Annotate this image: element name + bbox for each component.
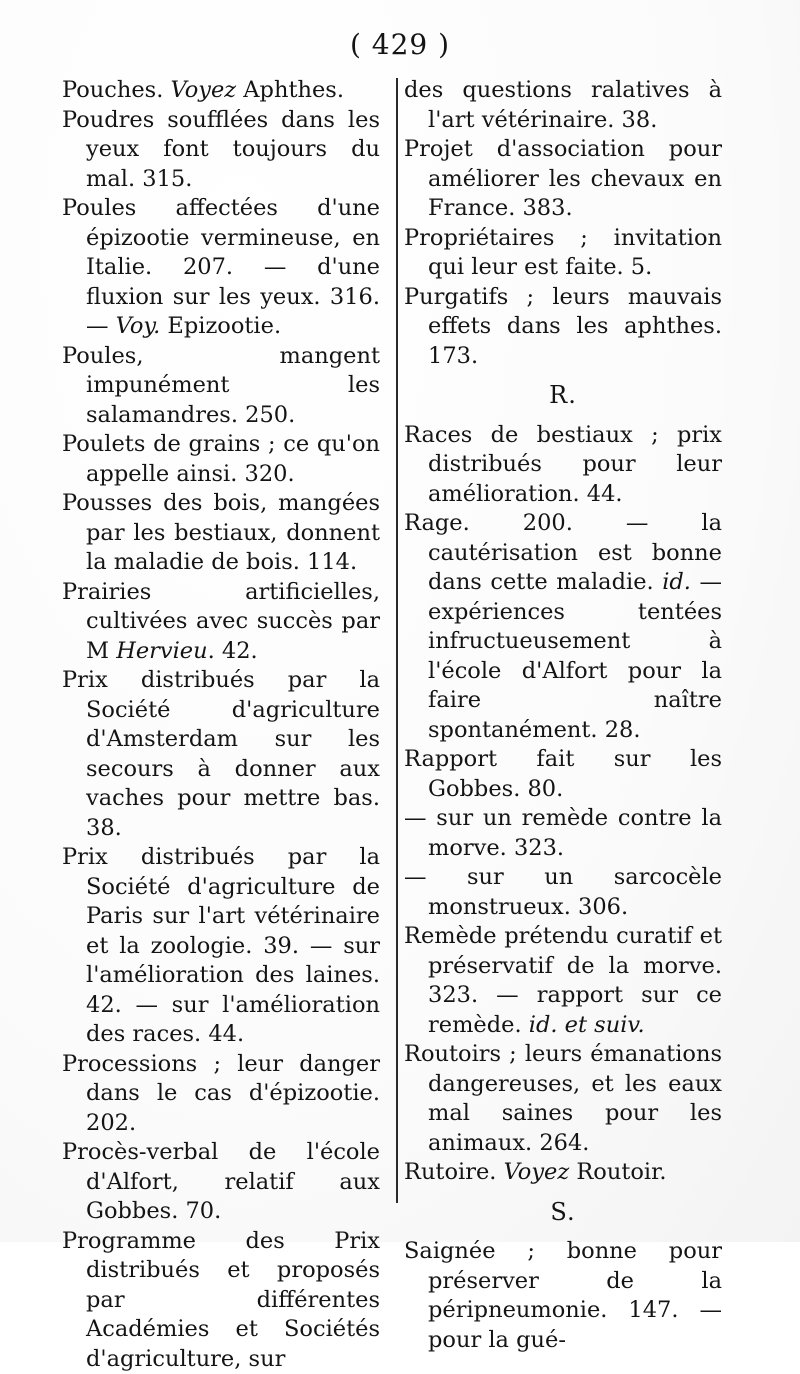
index-entry: Programme des Prix distribués et proposés par différentes Académies et Sociétés d'agriculture, sur [62,1227,380,1374]
index-entry: Propriétaires ; invitation qui leur est faite. 5. [404,224,722,283]
index-entry: Saignée ; bonne pour préserver de la péripneumonie. 147. — pour la gué- [404,1237,722,1355]
index-entry: Poules affectées d'une épizootie vermineuse, en Italie. 207. — d'une fluxion sur les yeux. 316. — Voy. Epizootie. [62,194,380,342]
section-heading-r: R. [404,381,722,411]
index-entry: — sur un sarcocèle monstrueux. 306. [404,863,722,922]
index-entry: Projet d'association pour améliorer les chevaux en France. 383. [404,135,722,224]
section-heading-s: S. [404,1198,722,1228]
index-entry: Prix distribués par la Société d'agriculture d'Amsterdam sur les secours à donner aux vaches pour mettre bas. 38. [62,666,380,843]
index-entry: Routoirs ; leurs émanations dangereuses, et les eaux mal saines pour les animaux. 264. [404,1040,722,1158]
left-column [62,76,380,1374]
index-entry: Races de bestiaux ; prix distribués pour leur amélioration. 44. [404,421,722,510]
index-entry: Pousses des bois, mangées par les bestiaux, donnent la maladie de bois. 114. [62,489,380,578]
index-entry: Prix distribués par la Société d'agriculture de Paris sur l'art vétérinaire et la zoologie. 39. — sur l'amélioration des laines. 42. — sur l'amélioration des races. 44. [62,843,380,1050]
index-entry: Rutoire. Voyez Routoir. [404,1158,722,1188]
index-entry: Rapport fait sur les Gobbes. 80. [404,745,722,804]
index-entry: Pouches. Voyez Aphthes. [62,76,380,106]
index-entry: Remède prétendu curatif et préservatif de la morve. 323. — rapport sur ce remède. id. et suiv. [404,922,722,1040]
index-entry: Procès-verbal de l'école d'Alfort, relatif aux Gobbes. 70. [62,1138,380,1227]
index-entry: — sur un remède contre la morve. 323. [404,804,722,863]
index-entry: Prairies artificielles, cultivées avec succès par M Hervieu. 42. [62,578,380,667]
page-number: ( 429 ) [0,28,800,61]
index-entry: Purgatifs ; leurs mauvais effets dans les aphthes. 173. [404,283,722,372]
right-column [404,76,722,1355]
continued-entry: des questions ralatives à l'art vétérinaire. 38. [404,76,722,135]
index-entry: Rage. 200. — la cautérisation est bonne dans cette maladie. id. — expériences tentées infructueusement à l'école d'Alfort pour la faire naître spontanément. 28. [404,509,722,745]
column-divider [396,78,398,1203]
index-entry: Poudres soufflées dans les yeux font toujours du mal. 315. [62,106,380,195]
index-entry: Poules, mangent impunément les salamandres. 250. [62,342,380,431]
index-entry: Processions ; leur danger dans le cas d'épizootie. 202. [62,1050,380,1139]
index-entry: Poulets de grains ; ce qu'on appelle ainsi. 320. [62,430,380,489]
